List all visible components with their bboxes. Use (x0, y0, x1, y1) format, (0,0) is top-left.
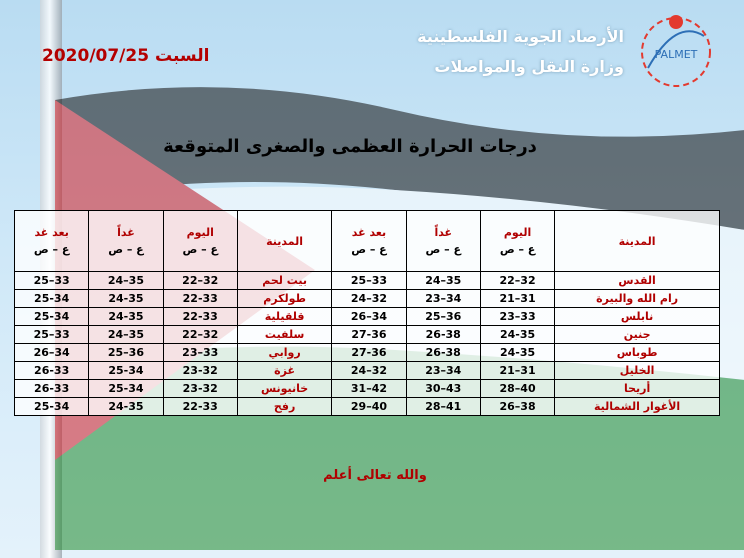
table-row (15, 272, 720, 290)
org-name: الأرصاد الجوية الفلسطينية (417, 27, 624, 46)
city-cell: قلقيلية (237, 308, 331, 326)
tomorrow-cell: 24-35 (89, 398, 163, 416)
after-cell: 26-33 (15, 380, 89, 398)
after-cell: 26–34 (15, 344, 89, 362)
city-cell: أريحا (555, 380, 720, 398)
city-cell: جنين (555, 326, 720, 344)
tomorrow-cell: 26-38 (406, 344, 480, 362)
header-city-right: المدينة (555, 211, 720, 272)
city-cell: سلفيت (237, 326, 331, 344)
header-city-left: المدينة (237, 211, 331, 272)
header-tomorrow-right: غداً ع – ص (406, 211, 480, 272)
tomorrow-cell: 25-34 (89, 380, 163, 398)
table-row (15, 308, 720, 326)
after-cell: 25-34 (15, 398, 89, 416)
city-cell: القدس (555, 272, 720, 290)
after-cell: 27-36 (332, 326, 406, 344)
today-cell: 21–31 (480, 290, 554, 308)
after-cell: 24–32 (332, 362, 406, 380)
today-cell: 22–32 (163, 326, 237, 344)
after-cell: 25-34 (15, 308, 89, 326)
table-row (15, 290, 720, 308)
header-after-tomorrow-right: بعد غد ع – ص (332, 211, 406, 272)
today-cell: 22–32 (163, 272, 237, 290)
city-cell: بيت لحم (237, 272, 331, 290)
after-cell: 25–33 (15, 272, 89, 290)
city-cell: خانيونس (237, 380, 331, 398)
today-cell: 22-33 (163, 308, 237, 326)
today-cell: 24-35 (480, 326, 554, 344)
city-cell: روابي (237, 344, 331, 362)
after-cell: 25–33 (15, 326, 89, 344)
tomorrow-cell: 25–36 (89, 344, 163, 362)
forecast-date: السبت 2020/07/25 (42, 46, 210, 66)
tomorrow-cell: 24–35 (406, 272, 480, 290)
after-cell: 26–34 (332, 308, 406, 326)
tomorrow-cell: 24–35 (89, 272, 163, 290)
today-cell: 28–40 (480, 380, 554, 398)
table-row (15, 326, 720, 344)
tomorrow-cell: 23–34 (406, 362, 480, 380)
after-cell: 29–40 (332, 398, 406, 416)
city-cell: رفح (237, 398, 331, 416)
today-cell: 24-35 (480, 344, 554, 362)
organization-header (304, 22, 624, 82)
table-row (15, 398, 720, 416)
table-row (15, 344, 720, 362)
palmet-logo-icon (628, 8, 724, 96)
city-cell: الأغوار الشمالية (555, 398, 720, 416)
city-cell: الخليل (555, 362, 720, 380)
logo-text: PALMET (654, 48, 698, 61)
after-cell: 26-33 (15, 362, 89, 380)
today-cell: 23–33 (163, 344, 237, 362)
today-cell: 26–38 (480, 398, 554, 416)
header-today-left: اليوم ع – ص (163, 211, 237, 272)
after-cell: 25-34 (15, 290, 89, 308)
city-cell: طوباس (555, 344, 720, 362)
today-cell: 23-32 (163, 380, 237, 398)
tomorrow-cell: 26-38 (406, 326, 480, 344)
after-cell: 31–42 (332, 380, 406, 398)
today-cell: 21–31 (480, 362, 554, 380)
header-today-right: اليوم ع – ص (480, 211, 554, 272)
today-cell: 22–32 (480, 272, 554, 290)
tomorrow-cell: 24-35 (89, 308, 163, 326)
today-cell: 23–33 (480, 308, 554, 326)
today-cell: 22-33 (163, 290, 237, 308)
page-title: درجات الحرارة العظمى والصغرى المتوقعة (163, 136, 537, 157)
table-row (15, 380, 720, 398)
tomorrow-cell: 28–41 (406, 398, 480, 416)
today-cell: 22-33 (163, 398, 237, 416)
header-after-tomorrow-left: بعد غد ع – ص (15, 211, 89, 272)
after-cell: 27-36 (332, 344, 406, 362)
tomorrow-cell: 25–36 (406, 308, 480, 326)
city-cell: طولكرم (237, 290, 331, 308)
header-tomorrow-left: غداً ع – ص (89, 211, 163, 272)
table-row (15, 362, 720, 380)
tomorrow-cell: 24–35 (89, 326, 163, 344)
tomorrow-cell: 23–34 (406, 290, 480, 308)
tomorrow-cell: 25-34 (89, 362, 163, 380)
ministry-name: وزارة النقل والمواصلات (434, 57, 624, 76)
after-cell: 24–32 (332, 290, 406, 308)
tomorrow-cell: 30–43 (406, 380, 480, 398)
temperature-table (14, 210, 720, 416)
today-cell: 23-32 (163, 362, 237, 380)
city-cell: رام الله والبيرة (555, 290, 720, 308)
table-header-row (15, 211, 720, 272)
tomorrow-cell: 24-35 (89, 290, 163, 308)
closing-phrase: والله تعالى أعلم (323, 468, 427, 483)
city-cell: نابلس (555, 308, 720, 326)
city-cell: غزة (237, 362, 331, 380)
after-cell: 25–33 (332, 272, 406, 290)
